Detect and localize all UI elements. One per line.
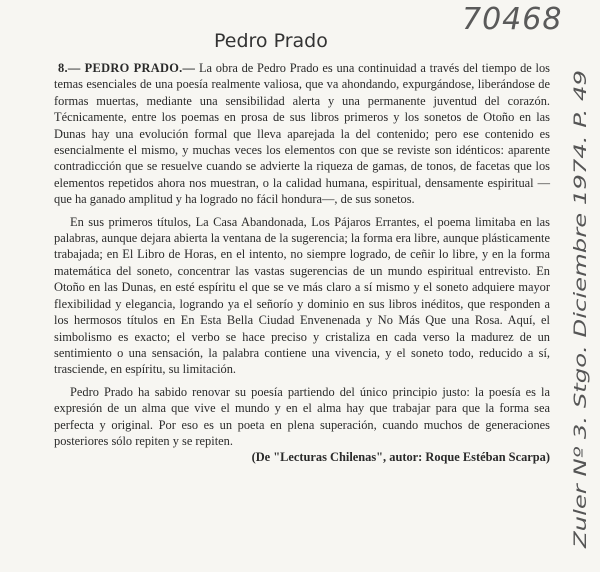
paragraph-1 bbox=[54, 60, 550, 208]
article-body bbox=[54, 60, 550, 466]
paragraph-1-text: La obra de Pedro Prado es una continuidad a través del tiempo de los temas esenciales de una poesía realmente valiosa, que va ahondando, expurgándose, liberándose de formas muertas, mediante una sensibilidad alerta y una permanente juventud del corazón. Técnicamente, entre los poemas en prosa de sus libros primeros y los sonetos de Otoño en las Dunas hay una evolución formal que lleva aparejada la del contenido; pero ese contenido es esencialmente el mismo, y muchas veces los elementos con que se reviste son idénticos: aparente contradicción que se resuelve cuando se advierte la riqueza de gamas, de tonos, de facetas que los elementos repetidos ahora nos muestran, o la calidad humana, espiritual, densamente espiritual —que ha ganado amplitud y ha logrado no fácil hondura—, de sus sonetos. bbox=[54, 61, 550, 207]
handwritten-source-note bbox=[564, 62, 594, 552]
article-lead: 8.— PEDRO PRADO.— bbox=[58, 61, 196, 75]
page-title: Pedro Prado bbox=[214, 30, 328, 52]
catalog-number: 70468 bbox=[462, 2, 563, 37]
paragraph-3: Pedro Prado ha sabido renovar su poesía partiendo del único principio justo: la poesía es la expresión de un alma que vive el mundo y en el alma hay que trabajar para que la forma sea perfecta y original. Por eso es un poeta en plena superación, cuando muchos de generaciones posteriores sólo repiten y se repiten. bbox=[54, 384, 550, 448]
source-note-text: Zuler Nº 3. Stgo. Diciembre 1974. P. 49 bbox=[571, 213, 591, 548]
attribution: (De "Lecturas Chilenas", autor: Roque Estéban Scarpa) bbox=[251, 450, 550, 465]
paragraph-2: En sus primeros títulos, La Casa Abandonada, Los Pájaros Errantes, el poema limitaba en las palabras, aunque dejara abierta la ventana de la sugerencia; la forma era libre, aunque plásticamente trabajada; en El Libro de Horas, en el intento, no siempre logrado, de ceñir lo libre, y en la forma matemática del soneto, concentrar las vastas sugerencias de un mundo espiritual entrevisto. En Otoño en las Dunas, en esté espíritu el que se ve más claro a sí mismo y el soneto adquiere mayor flexibilidad y elegancia, logrando ya el señorío y dominio en sus libros inéditos, que responden a los hermosos títulos en En Esta Bella Ciudad Envenenada y No Más Que una Rosa. Aquí, el simbolismo es exacto; el verbo se hace preciso y cristaliza en cada verso la madurez de un sentimiento o una sensación, la palabra contiene una vivencia, y el soneto todo, reducido a sí, trasciende, en espíritu, su limitación. bbox=[54, 214, 550, 377]
